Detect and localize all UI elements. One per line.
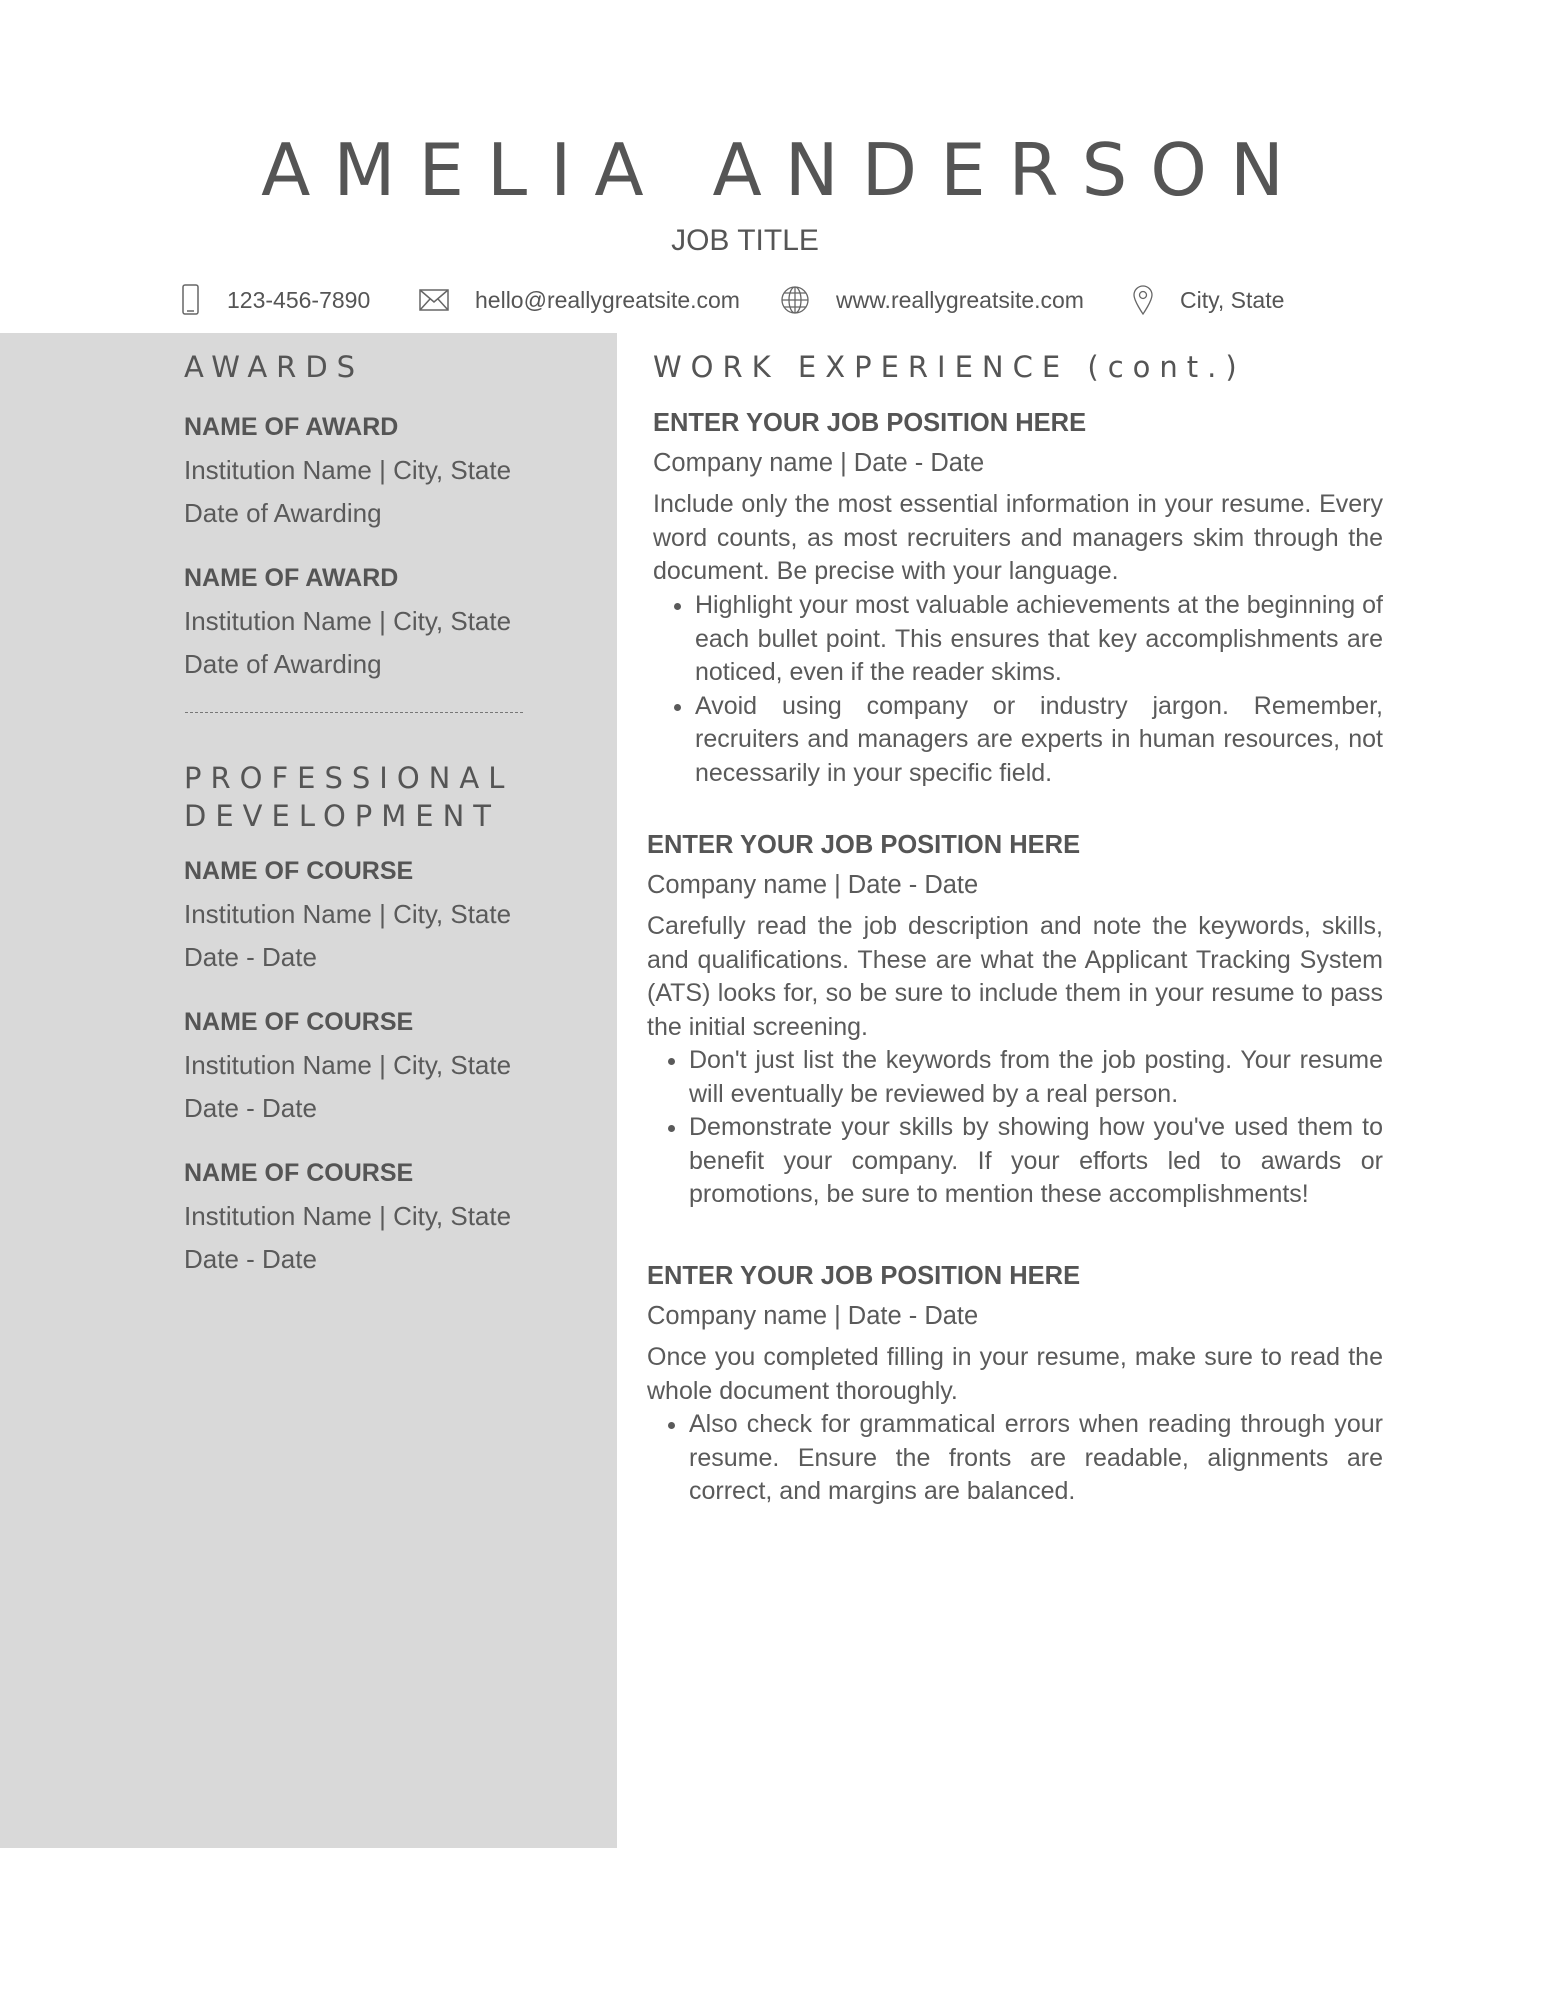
pd-heading-line2: DEVELOPMENT (184, 799, 501, 833)
job-company: Company name | Date - Date (653, 449, 985, 477)
professional-development-heading (184, 759, 513, 835)
award-date: Date of Awarding (184, 649, 382, 679)
job-bullet-list (653, 589, 1383, 790)
job-company: Company name | Date - Date (647, 1302, 979, 1330)
award-date: Date of Awarding (184, 498, 382, 528)
location-pin-icon (1132, 284, 1154, 316)
work-experience-heading: WORK EXPERIENCE (cont.) (653, 350, 1246, 384)
job-position: ENTER YOUR JOB POSITION HERE (653, 409, 1087, 437)
course-date: Date - Date (184, 1244, 317, 1274)
award-institution: Institution Name | City, State (184, 455, 512, 485)
job-bullet-list (647, 1044, 1383, 1212)
job-description: Carefully read the job description and note the keywords, skills, and qualifications. These are what the Applicant Tracking System (ATS) looks for, so be sure to include them in your resume to pass the initial screening. (647, 912, 1383, 1041)
course-institution: Institution Name | City, State (184, 1201, 512, 1231)
job-bullet: • Avoid using company or industry jargon. Remember, recruiters and managers are experts in human resources, not necessarily in your specific field. (695, 690, 1383, 791)
job-position: ENTER YOUR JOB POSITION HERE (647, 831, 1081, 859)
contact-phone (181, 280, 370, 320)
section-divider (185, 712, 523, 713)
contact-location (1132, 280, 1284, 320)
globe-icon (780, 285, 810, 315)
website-text[interactable]: www.reallygreatsite.com (836, 286, 1084, 313)
job-bullet: • Highlight your most valuable achievements at the beginning of each bullet point. This ensures that key accomplishments are noticed, even if the reader skims. (695, 589, 1383, 690)
phone-icon (181, 284, 201, 316)
job-description: Include only the most essential information in your resume. Every word counts, as most recruiters and managers skim through the document. Be precise with your language. (653, 490, 1383, 585)
contact-bar (0, 280, 1545, 320)
award-name: NAME OF AWARD (184, 413, 399, 441)
course-name: NAME OF COURSE (184, 1159, 414, 1187)
location-text: City, State (1180, 286, 1285, 313)
course-institution: Institution Name | City, State (184, 1050, 512, 1080)
job-bullet: • Also check for grammatical errors when reading through your resume. Ensure the fronts are readable, alignments are correct, and margins are balanced. (689, 1408, 1383, 1509)
course-institution: Institution Name | City, State (184, 899, 512, 929)
award-name: NAME OF AWARD (184, 564, 399, 592)
job-bullet: • Don't just list the keywords from the job posting. Your resume will eventually be reviewed by a real person. (689, 1044, 1383, 1111)
job-company: Company name | Date - Date (647, 871, 979, 899)
resume-job-title: JOB TITLE (671, 224, 819, 257)
award-institution: Institution Name | City, State (184, 606, 512, 636)
course-name: NAME OF COURSE (184, 857, 414, 885)
mail-icon (419, 289, 449, 311)
job-bullet: • Demonstrate your skills by showing how you've used them to benefit your company. If your efforts led to awards or promotions, be sure to mention these accomplishments! (689, 1111, 1383, 1212)
contact-website (780, 280, 1084, 320)
pd-heading-line1: PROFESSIONAL (184, 761, 514, 795)
phone-text: 123-456-7890 (227, 286, 371, 313)
awards-heading: AWARDS (184, 350, 365, 384)
contact-email (419, 280, 740, 320)
resume-name: AMELIA ANDERSON (261, 128, 1307, 212)
email-text[interactable]: hello@reallygreatsite.com (475, 286, 740, 313)
course-name: NAME OF COURSE (184, 1008, 414, 1036)
course-date: Date - Date (184, 942, 317, 972)
job-description: Once you completed filling in your resume, make sure to read the whole document thoroughly. (647, 1343, 1383, 1405)
course-date: Date - Date (184, 1093, 317, 1123)
job-position: ENTER YOUR JOB POSITION HERE (647, 1262, 1081, 1290)
job-bullet-list (647, 1408, 1383, 1509)
left-sidebar (0, 333, 617, 1848)
